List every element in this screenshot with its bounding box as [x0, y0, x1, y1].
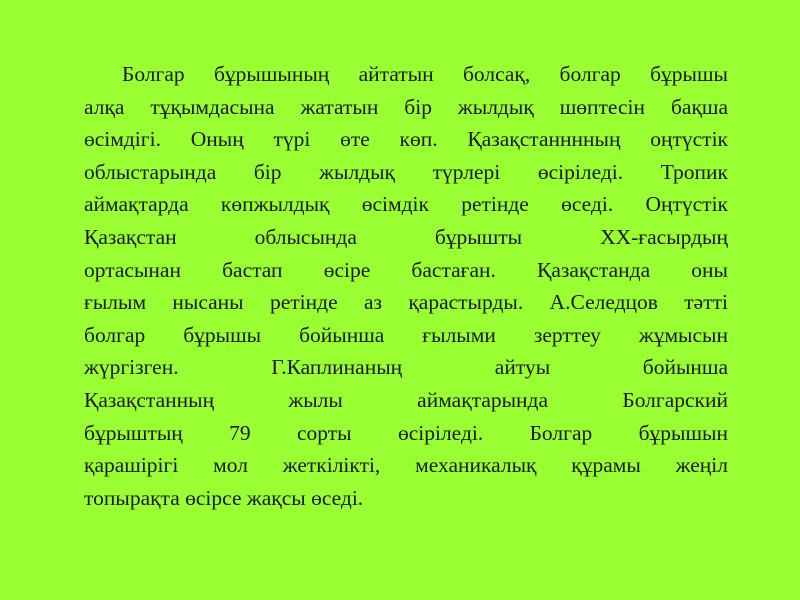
paragraph-line: алқа тұқымдасына жататын бір жылдық шөптесін бақша [84, 94, 728, 119]
paragraph-line: Қазақстанның жылы аймақтарында Болгарский [84, 387, 728, 412]
paragraph-line: өсімдігі. Оның түрі өте көп. Қазақстанннның оңтүстік [84, 127, 728, 152]
paragraph-line: бұрыштың 79 сорты өсіріледі. Болгар бұрышын [84, 420, 728, 445]
paragraph-line: жүргізген. Г.Каплинаның айтуы бойынша [84, 355, 728, 380]
body-paragraph [84, 58, 728, 514]
paragraph-line: ғылым нысаны ретінде аз қарастырды. А.Селедцов тәтті [84, 290, 728, 315]
paragraph-line: болгар бұрышы бойынша ғылыми зерттеу жұмысын [84, 322, 728, 347]
paragraph-line: Қазақстан облысында бұрышты ХХ-ғасырдың [84, 224, 728, 249]
paragraph-line: облыстарында бір жылдық түрлері өсіріледі. Тропик [84, 159, 728, 184]
paragraph-line: ортасынан бастап өсіре бастаған. Қазақстанда оны [84, 257, 728, 282]
paragraph-line: топырақта өсірсе жақсы өседі. [84, 485, 364, 510]
paragraph-line: Болгар бұрышының айтатын болсақ, болгар бұрышы [122, 62, 728, 86]
paragraph-line: қарашірігі мол жеткілікті, механикалық құрамы жеңіл [84, 453, 728, 478]
paragraph-line: аймақтарда көпжылдық өсімдік ретінде өседі. Оңтүстік [84, 192, 728, 217]
